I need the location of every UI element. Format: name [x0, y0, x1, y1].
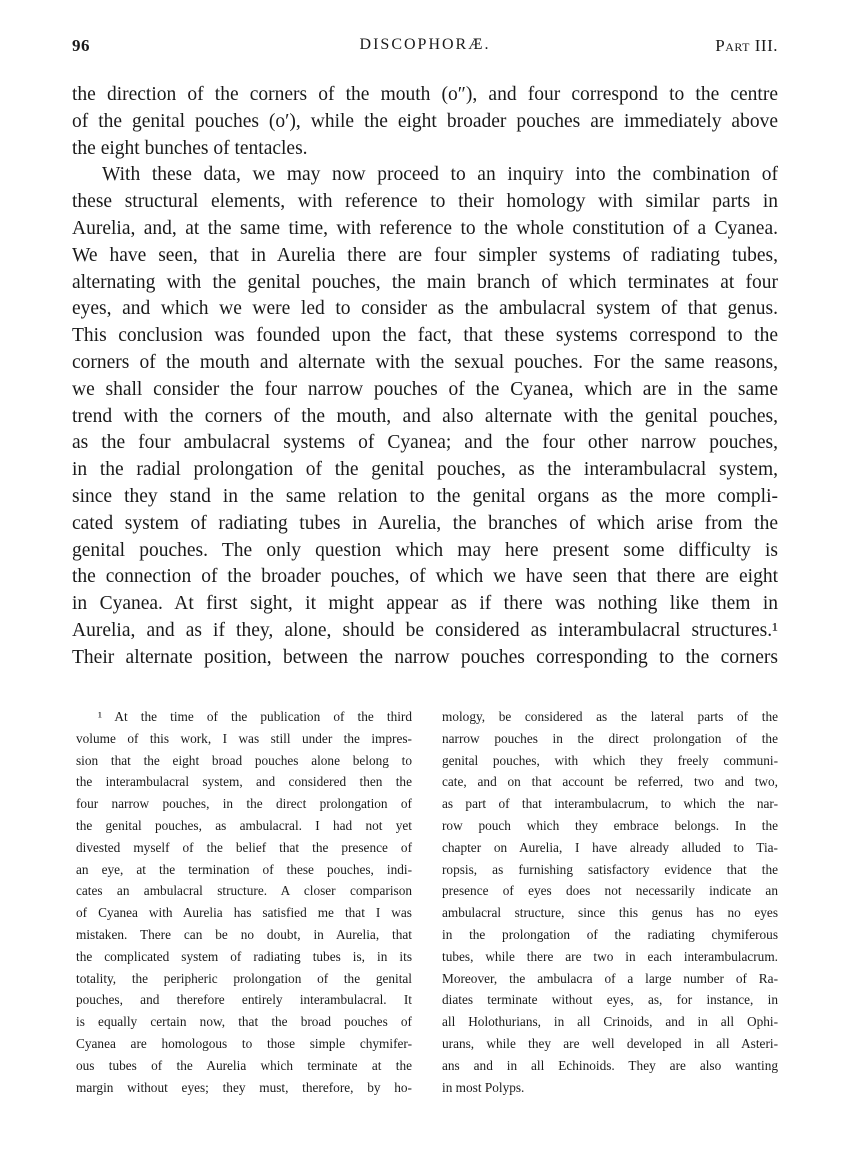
- main-text: [72, 82, 778, 672]
- text-line: Aurelia, and as if they, alone, should be considered as interambulacral structures.¹: [72, 619, 778, 641]
- footnote-line: is equally certain now, that the broad pouches of: [76, 1014, 412, 1030]
- text-line: the eight bunches of tentacles.: [72, 137, 308, 159]
- text-line: With these data, we may now proceed to an inquiry into the combination of: [102, 164, 778, 186]
- text-line: cated system of radiating tubes in Aurelia, the branches of which arise from the: [72, 512, 778, 534]
- text-line: in the radial prolongation of the genital pouches, as the interambulacral system,: [72, 459, 778, 481]
- text-line: eyes, and which we were led to consider as the ambulacral system of that genus.: [72, 298, 778, 320]
- footnote-line: of Cyanea with Aurelia has satisfied me that I was: [76, 905, 412, 921]
- footnote-line: Cyanea are homologous to those simple chymifer-: [76, 1035, 412, 1051]
- footnote-line: pouches, and therefore entirely interambulacral. It: [76, 992, 412, 1008]
- part-label: Part III.: [715, 36, 778, 55]
- text-line: trend with the corners of the mouth, and also alternate with the genital pouches,: [72, 405, 778, 427]
- text-line: alternating with the genital pouches, the main branch of which terminates at four: [72, 271, 778, 293]
- text-line: This conclusion was founded upon the fact, that these systems correspond to the: [72, 325, 778, 347]
- footnote-line: margin without eyes; they must, therefore, by ho-: [76, 1079, 412, 1095]
- text-line: Their alternate position, between the narrow pouches corresponding to the corners: [72, 646, 778, 668]
- running-head: [72, 36, 778, 58]
- footnote-line: cates an ambulacral structure. A closer comparison: [76, 883, 412, 899]
- text-line: the direction of the corners of the mouth (o″), and four correspond to the centre: [72, 84, 778, 105]
- footnote-line: mology, be considered as the lateral parts of the: [442, 709, 778, 724]
- footnote-line: ¹ At the time of the publication of the third: [98, 709, 412, 724]
- footnote-line: presence of eyes does not necessarily indicate an: [442, 883, 778, 899]
- text-line: as the four ambulacral systems of Cyanea; and the four other narrow pouches,: [72, 432, 778, 454]
- footnote-line: totality, the peripheric prolongation of the genital: [76, 970, 412, 986]
- footnote-line: in the prolongation of the radiating chymiferous: [442, 926, 778, 942]
- text-line: since they stand in the same relation to the genital organs as the more compli-: [72, 485, 778, 507]
- footnote-line: sion that the eight broad pouches alone belong to: [76, 752, 412, 768]
- footnote-line: an eye, at the termination of these pouches, indi-: [76, 861, 412, 877]
- footnote-line: all Holothurians, in all Crinoids, and in all Ophi-: [442, 1014, 778, 1030]
- text-line: these structural elements, with reference to their homology with similar parts in: [72, 191, 778, 213]
- footnote-line: the interambulacral system, and considered then the: [76, 774, 412, 790]
- footnote-line: ous tubes of the Aurelia which terminate at the: [76, 1057, 412, 1073]
- running-title: DISCOPHORÆ.: [359, 36, 491, 53]
- footnote-line: row pouch which they embrace belongs. In the: [442, 817, 778, 833]
- footnote-line: volume of this work, I was still under the impres-: [76, 730, 412, 746]
- footnote-line: urans, while they are well developed in all Asteri-: [442, 1035, 778, 1051]
- footnote-line: narrow pouches in the direct prolongation of the: [442, 730, 778, 746]
- page-number: 96: [72, 36, 90, 55]
- footnote-line: four narrow pouches, in the direct prolongation of: [76, 796, 412, 812]
- footnote-line: divested myself of the belief that the presence of: [76, 839, 412, 855]
- footnote-line: genital pouches, with which they freely communi-: [442, 752, 778, 768]
- text-line: Aurelia, and, at the same time, with reference to the whole constitution of a Cyanea.: [72, 217, 778, 239]
- footnote-line: ambulacral structure, since this genus has no eyes: [442, 905, 778, 921]
- text-line: of the genital pouches (o′), while the eight broader pouches are immediately above: [72, 110, 778, 132]
- footnote-line: as part of that interambulacrum, to which the nar-: [442, 796, 778, 812]
- text-line: the connection of the broader pouches, of which we have seen that there are eight: [72, 566, 778, 588]
- text-line: in Cyanea. At first sight, it might appear as if there was nothing like them in: [72, 593, 778, 615]
- text-line: We have seen, that in Aurelia there are four simpler systems of radiating tubes,: [72, 244, 778, 266]
- text-line: we shall consider the four narrow pouches of the Cyanea, which are in the same: [72, 378, 778, 400]
- footnote-column-left: [76, 706, 412, 1098]
- footnote-line: mistaken. There can be no doubt, in Aurelia, that: [76, 926, 412, 942]
- footnote-line: cate, and on that account be referred, two and two,: [442, 774, 778, 790]
- footnote-line: the genital pouches, as ambulacral. I had not yet: [76, 817, 412, 833]
- footnote-line: ans and in all Echinoids. They are also wanting: [442, 1057, 778, 1073]
- footnote-line: chapter on Aurelia, I have already alluded to Tia-: [442, 839, 778, 855]
- footnote-line: the complicated system of radiating tubes is, in its: [76, 948, 412, 964]
- footnote-line: in most Polyps.: [442, 1079, 525, 1095]
- footnote-column-right: [442, 706, 778, 1098]
- text-line: corners of the mouth and alternate with the sexual pouches. For the same reasons,: [72, 351, 778, 373]
- text-line: genital pouches. The only question which may here present some difficulty is: [72, 539, 778, 561]
- footnote-line: ropsis, as furnishing satisfactory evidence that the: [442, 861, 778, 877]
- footnote-line: Moreover, the ambulacra of a large number of Ra-: [442, 970, 778, 986]
- footnote-line: diates terminate without eyes, as, for instance, in: [442, 992, 778, 1008]
- footnote-line: tubes, while there are two in each interambulacrum.: [442, 948, 778, 964]
